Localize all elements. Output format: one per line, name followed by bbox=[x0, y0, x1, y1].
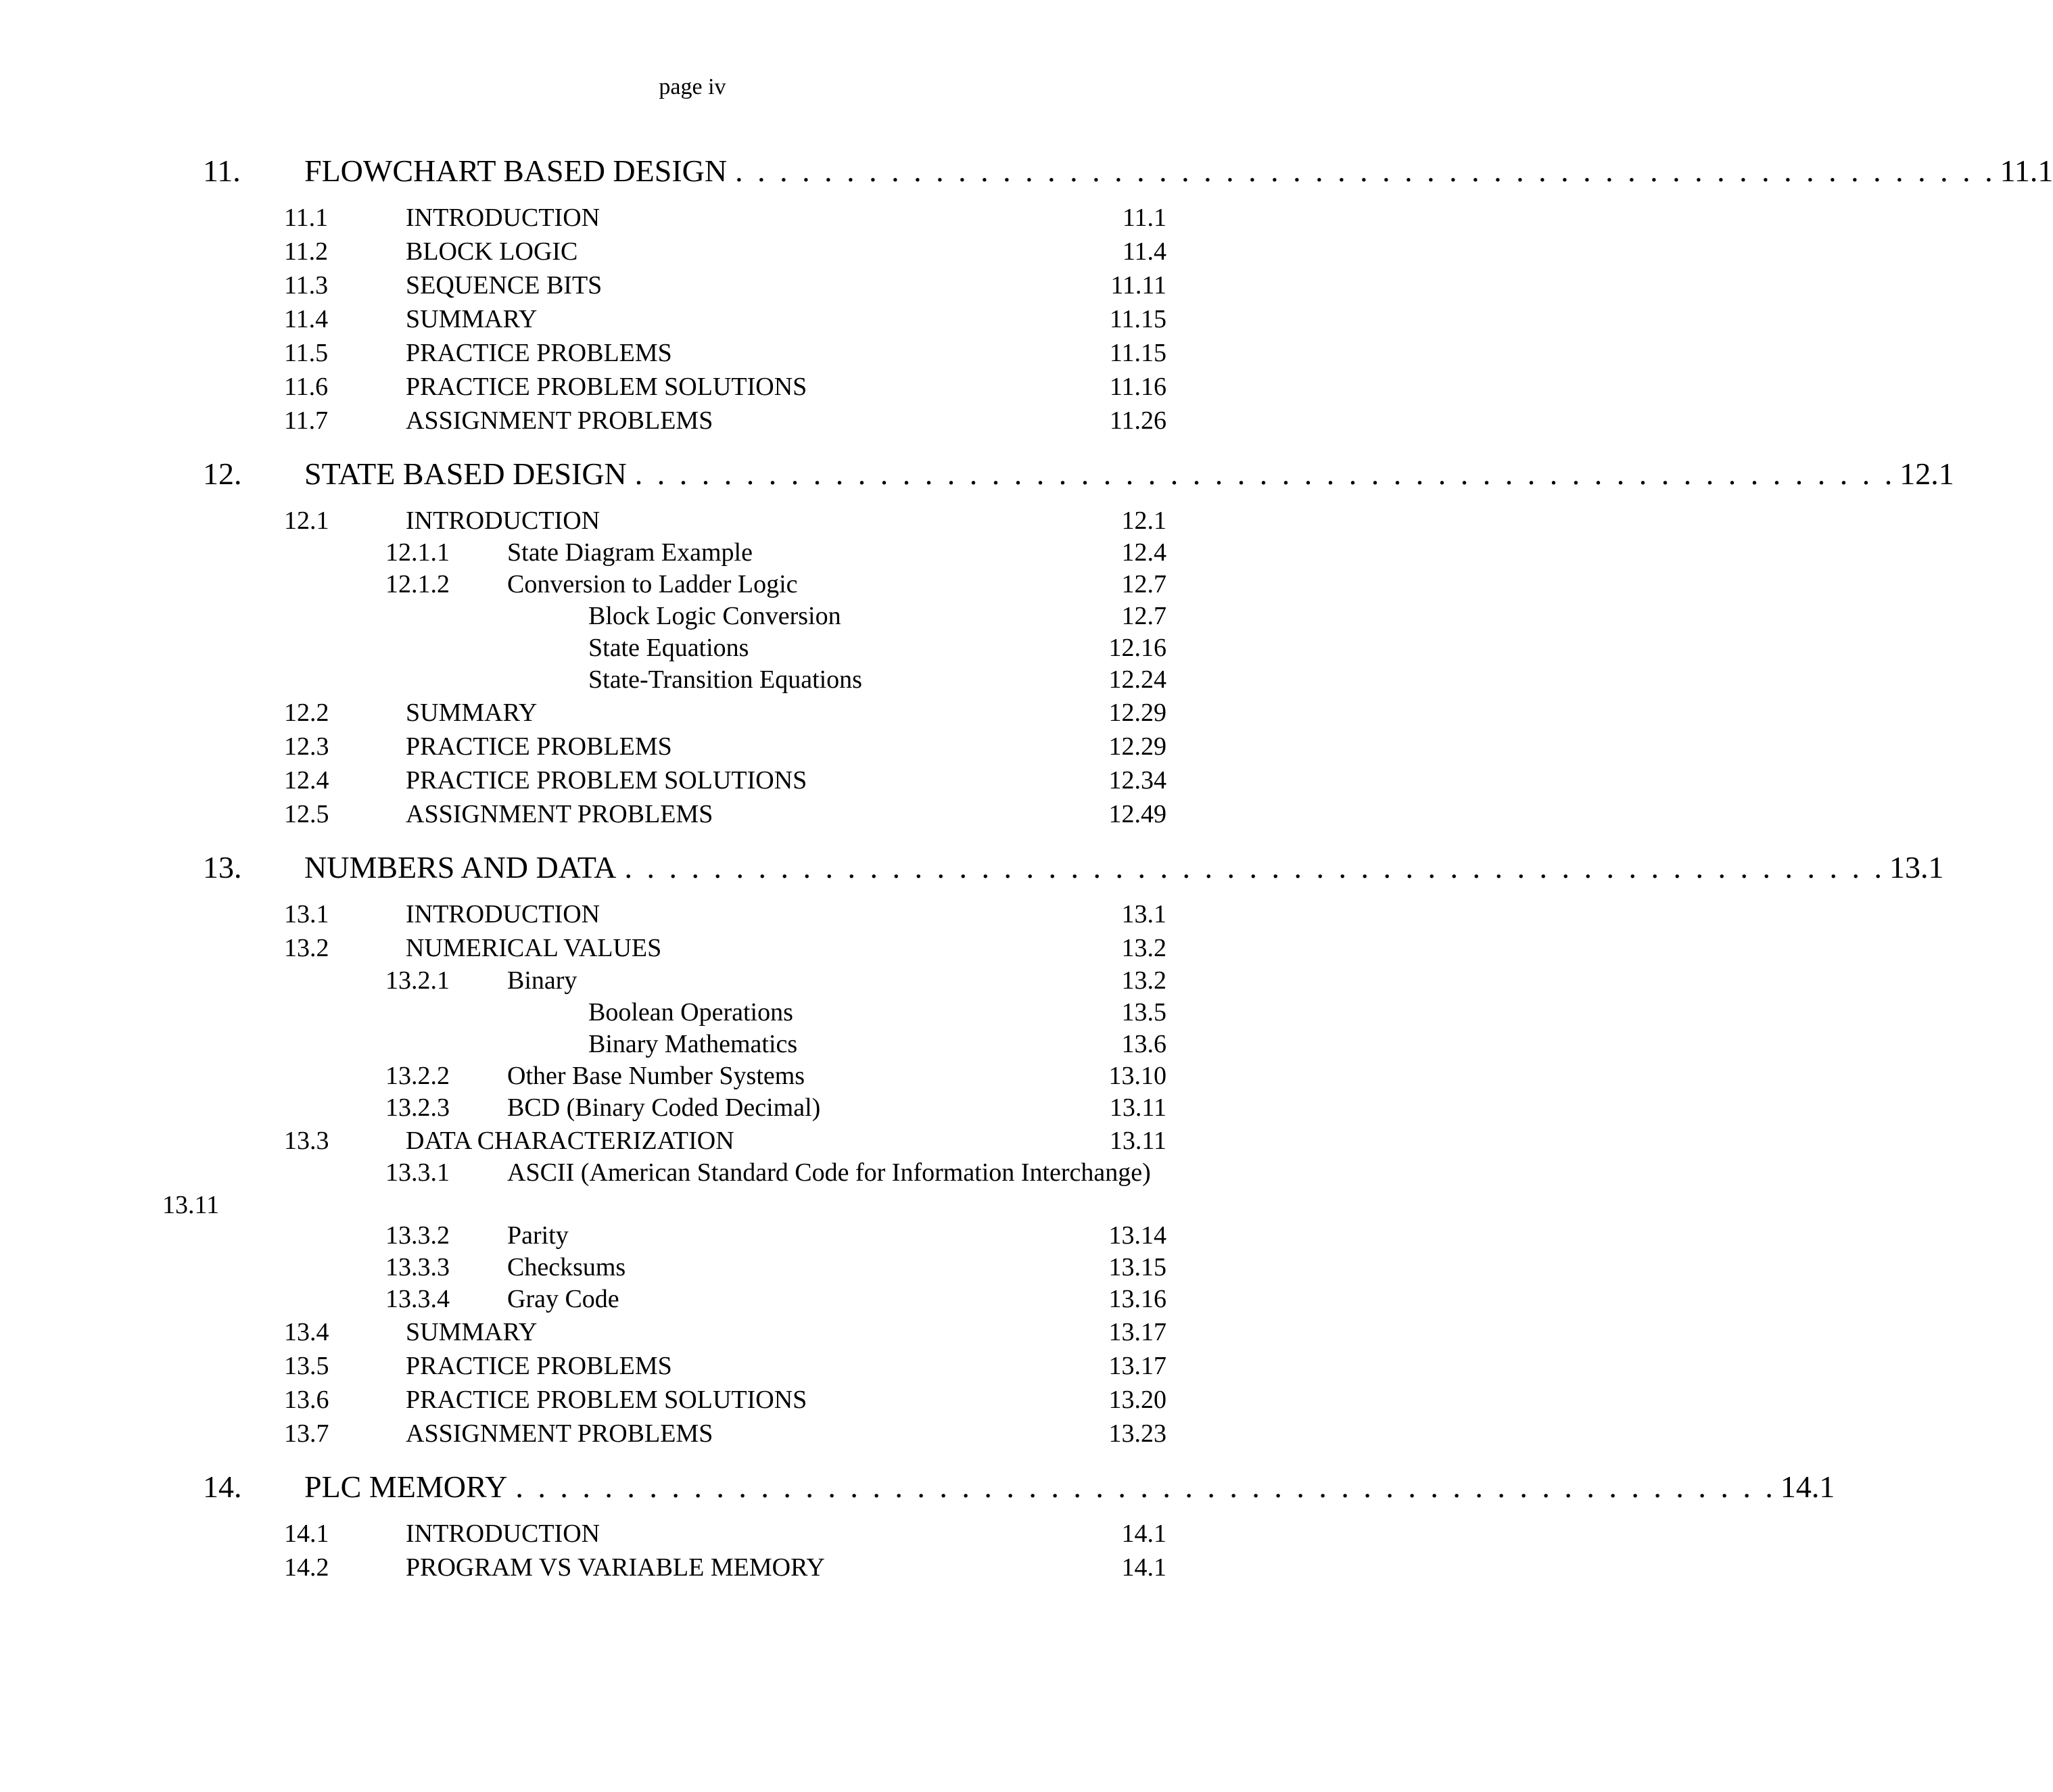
section-number: 13.2 bbox=[284, 934, 329, 962]
section-title: INTRODUCTION bbox=[406, 506, 600, 535]
section-title: ASSIGNMENT PROBLEMS bbox=[406, 800, 713, 828]
subsection-number: 13.2.2 bbox=[385, 1062, 450, 1090]
page-number: 13.20 bbox=[1108, 1386, 1166, 1414]
chapter-title: FLOWCHART BASED DESIGN bbox=[304, 154, 728, 188]
toc-subsubentry[interactable] bbox=[588, 665, 1166, 696]
page-number: 12.7 bbox=[1121, 602, 1166, 630]
chapter-number: 14. bbox=[203, 1469, 242, 1504]
chapter-heading bbox=[304, 456, 1954, 492]
toc-subentry-overflow[interactable] bbox=[385, 1158, 1207, 1189]
toc-entry[interactable] bbox=[284, 933, 1166, 964]
toc-entry[interactable] bbox=[284, 1126, 1166, 1157]
chapter-page-number: 11.1 bbox=[2000, 154, 2053, 188]
page-number: 13.15 bbox=[1108, 1253, 1166, 1281]
toc-chapter-11[interactable] bbox=[203, 153, 2053, 193]
page-number: 11.15 bbox=[1109, 339, 1166, 367]
toc-entry[interactable] bbox=[284, 1351, 1166, 1382]
toc-chapter-12[interactable] bbox=[203, 456, 1954, 496]
chapter-number: 11. bbox=[203, 154, 241, 188]
page-number: 13.17 bbox=[1108, 1352, 1166, 1380]
toc-entry[interactable] bbox=[284, 304, 1166, 335]
toc-chapter-14[interactable] bbox=[203, 1469, 1835, 1509]
chapter-page-number: 12.1 bbox=[1899, 456, 1954, 491]
section-title: PRACTICE PROBLEM SOLUTIONS bbox=[406, 766, 807, 795]
chapter-number: 13. bbox=[203, 850, 242, 885]
section-number: 13.3 bbox=[284, 1127, 329, 1155]
toc-entry[interactable] bbox=[284, 1419, 1166, 1450]
toc-entry[interactable] bbox=[284, 698, 1166, 729]
toc-entry[interactable] bbox=[284, 506, 1166, 537]
page-number: 12.24 bbox=[1108, 665, 1166, 694]
section-title: PRACTICE PROBLEMS bbox=[406, 339, 672, 367]
subsubsection-title: State-Transition Equations bbox=[588, 665, 862, 694]
section-title: PRACTICE PROBLEM SOLUTIONS bbox=[406, 1386, 807, 1414]
chapter-heading bbox=[304, 849, 1944, 885]
section-title: ASSIGNMENT PROBLEMS bbox=[406, 1419, 713, 1448]
toc-entry[interactable] bbox=[284, 372, 1166, 403]
toc-subentry[interactable] bbox=[385, 1252, 1166, 1283]
page-number: 13.2 bbox=[1121, 966, 1166, 995]
toc-entry[interactable] bbox=[284, 1553, 1166, 1584]
page-number: 13.10 bbox=[1108, 1062, 1166, 1090]
page-number: 11.11 bbox=[1110, 271, 1166, 300]
page-number: 12.16 bbox=[1108, 634, 1166, 662]
page-number: 13.6 bbox=[1121, 1030, 1166, 1058]
dot-leader: . . . . . . . . . . . . . . . . . . . . . . . . . . . . . . . . . . . . . . . . . . . . . . . . . . . . . . . . . bbox=[735, 154, 1996, 188]
section-number: 12.3 bbox=[284, 732, 329, 761]
section-number: 11.5 bbox=[284, 339, 329, 367]
subsection-title: Parity bbox=[507, 1221, 569, 1250]
page-number: 12.4 bbox=[1121, 538, 1166, 567]
section-number: 11.6 bbox=[284, 373, 329, 401]
section-number: 11.1 bbox=[284, 204, 329, 232]
section-number: 11.2 bbox=[284, 237, 329, 266]
toc-entry[interactable] bbox=[284, 406, 1166, 437]
page-number: 11.15 bbox=[1109, 305, 1166, 333]
chapter-heading bbox=[304, 1469, 1835, 1505]
section-number: 14.1 bbox=[284, 1519, 329, 1548]
page-number: 13.11 bbox=[1109, 1127, 1166, 1155]
section-title: PRACTICE PROBLEMS bbox=[406, 1352, 672, 1380]
page-number: 13.1 bbox=[1121, 900, 1166, 928]
toc-entry[interactable] bbox=[284, 338, 1166, 369]
chapter-heading bbox=[304, 153, 2053, 189]
section-title: PROGRAM VS VARIABLE MEMORY bbox=[406, 1553, 825, 1582]
dot-leader: . . . . . . . . . . . . . . . . . . . . . . . . . . . . . . . . . . . . . . . . . . . . . . . . . . . . . . . . . bbox=[634, 456, 1896, 491]
subsection-number: 13.2.3 bbox=[385, 1093, 450, 1122]
subsection-number: 12.1.2 bbox=[385, 570, 450, 598]
section-title: NUMERICAL VALUES bbox=[406, 934, 662, 962]
page-number: 12.1 bbox=[1121, 506, 1166, 535]
toc-subentry[interactable] bbox=[385, 1061, 1166, 1092]
subsubsection-title: Binary Mathematics bbox=[588, 1030, 798, 1058]
chapter-title: PLC MEMORY bbox=[304, 1469, 508, 1504]
section-number: 12.1 bbox=[284, 506, 329, 535]
page-number: 13.11 bbox=[1109, 1093, 1166, 1122]
page-number: 12.49 bbox=[1108, 800, 1166, 828]
subsection-number: 13.3.3 bbox=[385, 1253, 450, 1281]
toc-subsubentry[interactable] bbox=[588, 601, 1166, 632]
dot-leader: . . . . . . . . . . . . . . . . . . . . . . . . . . . . . . . . . . . . . . . . . . . . . . . . . . . . . . . . . bbox=[515, 1469, 1776, 1504]
section-number: 11.4 bbox=[284, 305, 329, 333]
page-number: 12.34 bbox=[1108, 766, 1166, 795]
toc-subentry[interactable] bbox=[385, 538, 1166, 569]
section-title: BLOCK LOGIC bbox=[406, 237, 578, 266]
toc-entry[interactable] bbox=[284, 799, 1166, 830]
chapter-title: STATE BASED DESIGN bbox=[304, 456, 627, 491]
subsection-number: 12.1.1 bbox=[385, 538, 450, 567]
section-title: SUMMARY bbox=[406, 699, 538, 727]
toc-entry[interactable] bbox=[284, 732, 1166, 763]
section-title: SEQUENCE BITS bbox=[406, 271, 603, 300]
toc-subentry[interactable] bbox=[385, 1221, 1166, 1252]
subsection-title: State Diagram Example bbox=[507, 538, 753, 567]
toc-chapter-13[interactable] bbox=[203, 849, 1944, 890]
page-number: 11.4 bbox=[1122, 237, 1166, 266]
section-number: 13.4 bbox=[284, 1318, 329, 1346]
subsection-number: 13.2.1 bbox=[385, 966, 450, 995]
subsection-number: 13.3.4 bbox=[385, 1285, 450, 1313]
chapter-page-number: 14.1 bbox=[1780, 1469, 1835, 1504]
toc-entry[interactable] bbox=[284, 203, 1166, 234]
toc-subsubentry[interactable] bbox=[588, 997, 1166, 1029]
section-number: 13.6 bbox=[284, 1386, 329, 1414]
subsection-title: BCD (Binary Coded Decimal) bbox=[507, 1093, 821, 1122]
section-number: 13.7 bbox=[284, 1419, 329, 1448]
subsection-title: Checksums bbox=[507, 1253, 626, 1281]
section-title: PRACTICE PROBLEM SOLUTIONS bbox=[406, 373, 807, 401]
section-title: INTRODUCTION bbox=[406, 204, 600, 232]
subsection-title: Conversion to Ladder Logic bbox=[507, 570, 798, 598]
section-title: PRACTICE PROBLEMS bbox=[406, 732, 672, 761]
toc-entry[interactable] bbox=[284, 237, 1166, 268]
section-title: INTRODUCTION bbox=[406, 1519, 600, 1548]
page-number: 11.26 bbox=[1109, 406, 1166, 435]
toc-subentry[interactable] bbox=[385, 1284, 1166, 1315]
page-number: 13.23 bbox=[1108, 1419, 1166, 1448]
subsection-title: Binary bbox=[507, 966, 577, 995]
section-title: SUMMARY bbox=[406, 305, 538, 333]
toc-subsubentry[interactable] bbox=[588, 1029, 1166, 1060]
section-number: 13.1 bbox=[284, 900, 329, 928]
section-title: ASSIGNMENT PROBLEMS bbox=[406, 406, 713, 435]
section-title: INTRODUCTION bbox=[406, 900, 600, 928]
section-number: 11.7 bbox=[284, 406, 329, 435]
page-number: 11.16 bbox=[1109, 373, 1166, 401]
subsection-title: ASCII (American Standard Code for Information Interchange) bbox=[507, 1158, 1151, 1187]
toc-entry[interactable] bbox=[284, 1385, 1166, 1416]
subsection-title: Gray Code bbox=[507, 1285, 619, 1313]
dot-leader: . . . . . . . . . . . . . . . . . . . . . . . . . . . . . . . . . . . . . . . . . . . . . . . . . . . . . . . . . bbox=[624, 850, 1885, 885]
page-number: 11.1 bbox=[1122, 204, 1166, 232]
subsubsection-title: State Equations bbox=[588, 634, 749, 662]
subsection-number: 13.3.1 bbox=[385, 1158, 450, 1187]
toc-subsubentry[interactable] bbox=[588, 633, 1166, 664]
section-number: 13.5 bbox=[284, 1352, 329, 1380]
toc-subentry[interactable] bbox=[385, 966, 1166, 997]
section-title: DATA CHARACTERIZATION bbox=[406, 1127, 734, 1155]
subsection-number: 13.3.2 bbox=[385, 1221, 450, 1250]
section-title: SUMMARY bbox=[406, 1318, 538, 1346]
chapter-page-number: 13.1 bbox=[1889, 850, 1944, 885]
page-number: 13.16 bbox=[1108, 1285, 1166, 1313]
page-number: 12.29 bbox=[1108, 699, 1166, 727]
page-number: 13.14 bbox=[1108, 1221, 1166, 1250]
toc-subentry[interactable] bbox=[385, 1093, 1166, 1124]
page-number: 13.17 bbox=[1108, 1318, 1166, 1346]
toc-entry[interactable] bbox=[284, 1317, 1166, 1348]
page-number: 12.29 bbox=[1108, 732, 1166, 761]
toc-subentry[interactable] bbox=[385, 569, 1166, 600]
wrapped-page-number: 13.11 bbox=[162, 1191, 220, 1219]
section-number: 12.5 bbox=[284, 800, 329, 828]
page-number: 13.5 bbox=[1121, 998, 1166, 1027]
page-number: 12.7 bbox=[1121, 570, 1166, 598]
toc-entry[interactable] bbox=[284, 765, 1166, 797]
subsubsection-title: Block Logic Conversion bbox=[588, 602, 841, 630]
section-number: 11.3 bbox=[284, 271, 329, 300]
page-number: 14.1 bbox=[1121, 1519, 1166, 1548]
subsection-title: Other Base Number Systems bbox=[507, 1062, 805, 1090]
page-number: 13.2 bbox=[1121, 934, 1166, 962]
page-number: 14.1 bbox=[1121, 1553, 1166, 1582]
section-number: 12.4 bbox=[284, 766, 329, 795]
page-header: page iv bbox=[659, 74, 726, 99]
section-number: 14.2 bbox=[284, 1553, 329, 1582]
subsubsection-title: Boolean Operations bbox=[588, 998, 793, 1027]
toc-entry[interactable] bbox=[284, 899, 1166, 930]
toc-entry[interactable] bbox=[284, 270, 1166, 302]
chapter-title: NUMBERS AND DATA bbox=[304, 850, 617, 885]
toc-entry[interactable] bbox=[284, 1519, 1166, 1550]
chapter-number: 12. bbox=[203, 456, 242, 491]
section-number: 12.2 bbox=[284, 699, 329, 727]
